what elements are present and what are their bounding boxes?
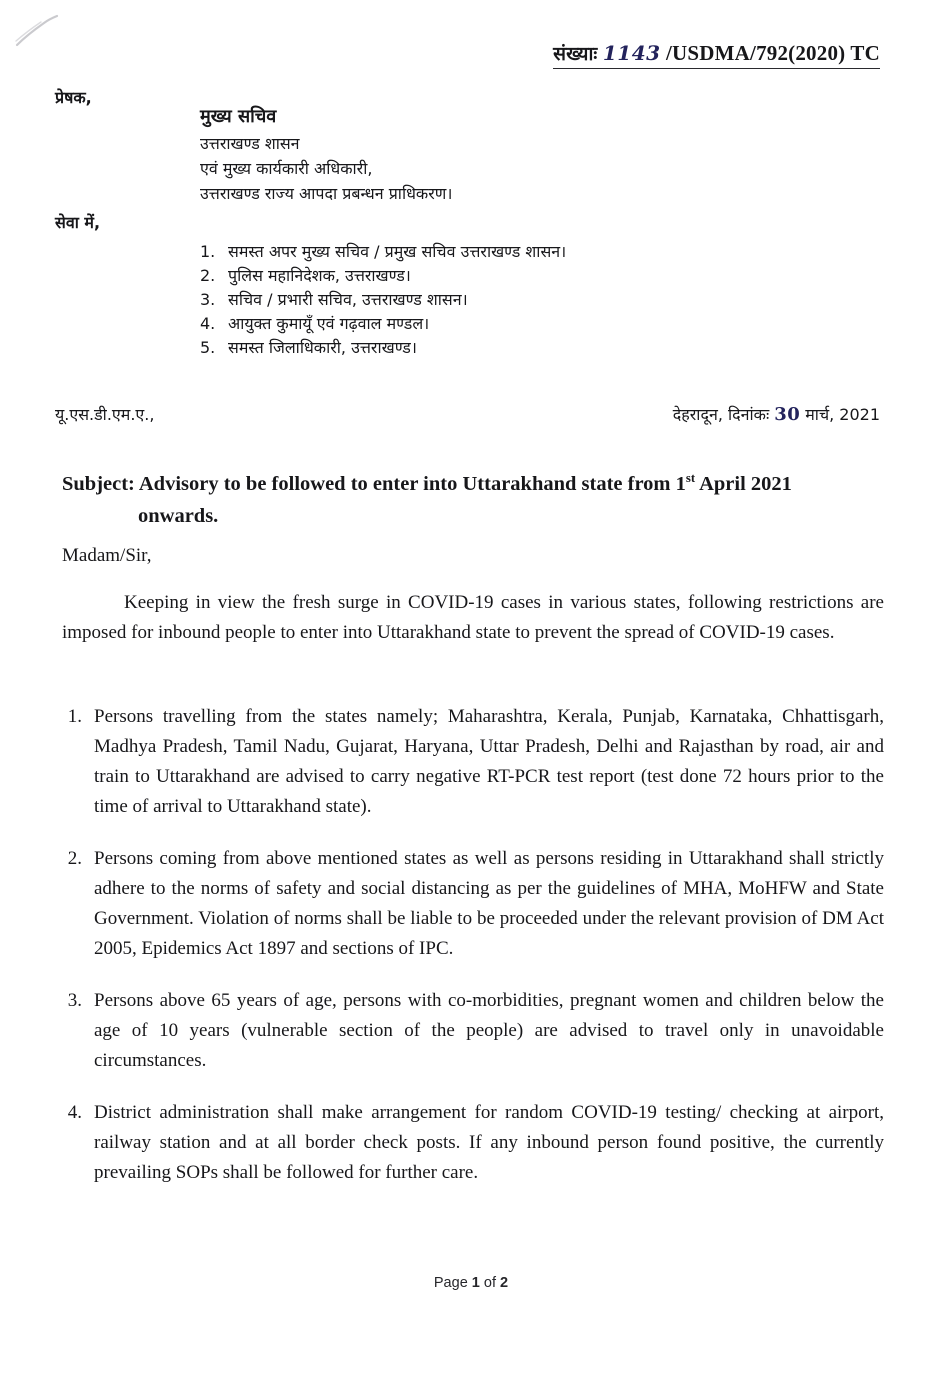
point-text: District administration shall make arrangement for random COVID-19 testing/ checking at airport, railway station and at all border check posts. If any inbound person found positive, the currently prevailing SOPs shall be followed for further care. [94, 1102, 884, 1183]
list-item [200, 288, 566, 312]
list-item [200, 264, 566, 288]
footer-prefix: Page [433, 1275, 472, 1291]
recipient-number: 2. [200, 266, 216, 285]
point-number: 1. [67, 706, 82, 727]
recipient-list [200, 240, 566, 360]
point-text: Persons travelling from the states namely; Maharashtra, Kerala, Punjab, Karnataka, Chhattisgarh, Madhya Pradesh, Tamil Nadu, Gujarat, Haryana, Uttar Pradesh, Delhi and Rajasthan by road, air and train to Uttarakhand are advised to carry negative RT-PCR test report (test done 72 hours prior to the time of arrival to Uttarakhand state). [94, 706, 884, 817]
list-item [200, 336, 566, 360]
point-text: Persons coming from above mentioned states as well as persons residing in Uttarakhand shall strictly adhere to the norms of safety and social distancing as per the guidelines of MHA, MoHFW and State Government. Violation of norms shall be liable to be proceeded under the relevant provision of DM Act 2005, Epidemics Act 1897 and sections of IPC. [94, 848, 884, 959]
recipient-text: समस्त अपर मुख्य सचिव / प्रमुख सचिव उत्तराखण्ड शासन। [228, 242, 567, 261]
recipient-text: आयुक्त कुमायूँ एवं गढ़वाल मण्डल। [228, 314, 430, 333]
recipient-number: 4. [200, 314, 216, 333]
sender-line-2: उत्तराखण्ड शासन [200, 134, 300, 153]
subject-text-after-superscript: April 2021 [695, 472, 792, 495]
footer-current-page: 1 [471, 1275, 480, 1291]
recipient-label: सेवा में, [55, 213, 101, 232]
sender-line-4: उत्तराखण्ड राज्य आपदा प्रबन्धन प्राधिकरण। [200, 184, 453, 203]
subject-superscript: st [685, 471, 696, 485]
date-handwritten-day: 30 [774, 404, 801, 425]
reference-number [553, 40, 880, 69]
list-item [62, 1098, 884, 1188]
date-place-prefix: देहरादून, दिनांकः [672, 405, 770, 424]
list-item [62, 702, 884, 822]
recipient-number: 3. [200, 290, 216, 309]
list-item [200, 240, 566, 264]
salutation: Madam/Sir, [62, 545, 152, 566]
date-line [673, 403, 880, 425]
date-month-year: मार्च, 2021 [805, 405, 880, 424]
recipient-number: 5. [200, 338, 216, 357]
list-item [200, 312, 566, 336]
footer-middle: of [479, 1275, 501, 1291]
point-number: 4. [67, 1102, 82, 1123]
recipient-text: पुलिस महानिदेशक, उत्तराखण्ड। [228, 266, 411, 285]
lead-paragraph: Keeping in view the fresh surge in COVID-19 cases in various states, following restrictions are imposed for inbound people to enter into Uttarakhand state to prevent the spread of COVID-19 cases. [62, 592, 884, 643]
reference-number-prefix: संख्याः [553, 43, 598, 65]
sender-line-1: मुख्य सचिव [200, 106, 277, 127]
page-footer [0, 1275, 942, 1291]
advisory-points-list [62, 702, 884, 1210]
recipient-text: सचिव / प्रभारी सचिव, उत्तराखण्ड शासन। [228, 290, 468, 309]
office-line: यू.एस.डी.एम.ए., [55, 405, 155, 424]
sender-block [200, 104, 452, 206]
sender-label: प्रेषक, [55, 88, 92, 107]
subject-line [62, 462, 884, 532]
sender-line-3: एवं मुख्य कार्यकारी अधिकारी, [200, 159, 373, 178]
point-number: 3. [67, 990, 82, 1011]
reference-number-suffix: /USDMA/792(2020) TC [666, 41, 880, 65]
list-item [62, 844, 884, 964]
point-number: 2. [67, 848, 82, 869]
subject-text-before-superscript: Subject: Advisory to be followed to enter into Uttarakhand state from 1 [62, 472, 686, 495]
reference-number-handwritten: 1143 [602, 41, 661, 65]
list-item [62, 986, 884, 1076]
reference-number-row [0, 40, 942, 69]
subject-continuation: onwards. [138, 504, 219, 527]
recipient-number: 1. [200, 242, 216, 261]
point-text: Persons above 65 years of age, persons with co-morbidities, pregnant women and children below the age of 10 years (vulnerable section of the people) are advised to travel only in unavoidable circumstances. [94, 990, 884, 1071]
footer-total-pages: 2 [500, 1275, 509, 1291]
recipient-text: समस्त जिलाधिकारी, उत्तराखण्ड। [228, 338, 417, 357]
